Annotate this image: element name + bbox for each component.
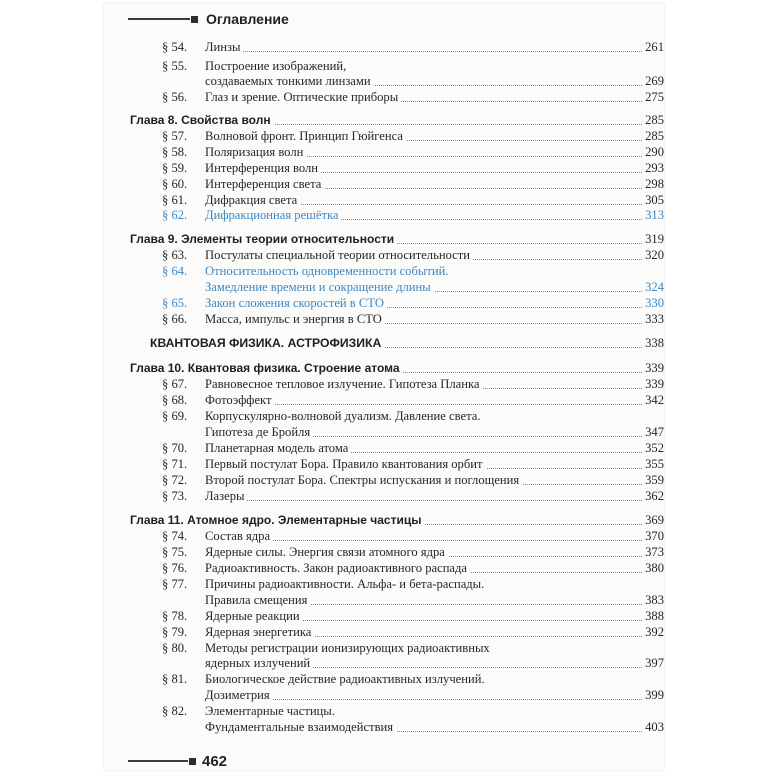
toc-section-title: Методы регистрации ионизирующих радиоактивных (205, 641, 493, 655)
toc-section-number: § 80. (162, 641, 188, 655)
toc-page-number: 290 (642, 145, 664, 160)
toc-section-number: § 60. (162, 177, 188, 191)
toc-entry[interactable] (0, 59, 776, 74)
toc-entry[interactable] (0, 641, 776, 656)
toc-section-title: ядерных излучений (205, 656, 313, 670)
toc-heading-text: Глава 11. Атомное ядро. Элементарные частицы (130, 513, 425, 527)
toc-part-heading[interactable] (150, 336, 664, 351)
footer-rule (128, 760, 188, 762)
toc-entry[interactable] (0, 441, 776, 456)
toc-heading-text: Глава 10. Квантовая физика. Строение атома (130, 361, 403, 375)
toc-section-number: § 67. (162, 377, 188, 391)
toc-chapter-heading[interactable] (130, 232, 664, 247)
toc-section-number: § 55. (162, 59, 188, 73)
toc-entry[interactable] (0, 208, 776, 223)
toc-section-number: § 72. (162, 473, 188, 487)
toc-section-number: § 69. (162, 409, 188, 423)
toc-page-number: 362 (642, 489, 664, 504)
toc-entry[interactable] (0, 312, 776, 327)
toc-entry[interactable] (0, 529, 776, 544)
toc-entry[interactable] (0, 145, 776, 160)
toc-section-title: Замедление времени и сокращение длины (205, 280, 434, 294)
toc-page-number: 383 (642, 593, 664, 608)
toc-section-title: Гипотеза де Бройля (205, 425, 313, 439)
toc-page-number: 338 (642, 336, 664, 351)
toc-chapter-heading[interactable] (130, 361, 664, 376)
toc-section-number: § 58. (162, 145, 188, 159)
toc-section-title: Состав ядра (205, 529, 273, 543)
toc-entry[interactable] (0, 473, 776, 488)
toc-entry[interactable] (0, 90, 776, 105)
toc-entry-continuation[interactable] (0, 280, 776, 295)
toc-section-title: Причины радиоактивности. Альфа- и бета-распады. (205, 577, 487, 591)
toc-section-title: Дозиметрия (205, 688, 273, 702)
toc-section-title: Лазеры (205, 489, 247, 503)
toc-section-title: Равновесное тепловое излучение. Гипотеза Планка (205, 377, 483, 391)
toc-section-number: § 61. (162, 193, 188, 207)
toc-entry-continuation[interactable] (0, 425, 776, 440)
toc-section-title: Радиоактивность. Закон радиоактивного распада (205, 561, 470, 575)
toc-entry-continuation[interactable] (0, 656, 776, 671)
toc-section-title: Ядерные реакции (205, 609, 303, 623)
toc-heading-text: КВАНТОВАЯ ФИЗИКА. АСТРОФИЗИКА (150, 336, 384, 350)
toc-page-number: 285 (642, 129, 664, 144)
toc-section-title: Построение изображений, (205, 59, 349, 73)
toc-entry-continuation[interactable] (0, 720, 776, 735)
toc-section-title: Постулаты специальной теории относительности (205, 248, 473, 262)
toc-section-number: § 57. (162, 129, 188, 143)
header-title: Оглавление (206, 11, 289, 27)
toc-page-number: 403 (642, 720, 664, 735)
toc-entry[interactable] (0, 609, 776, 624)
toc-entry[interactable] (0, 577, 776, 592)
toc-section-number: § 65. (162, 296, 188, 310)
toc-page-number: 380 (642, 561, 664, 576)
toc-page-number: 355 (642, 457, 664, 472)
toc-section-number: § 73. (162, 489, 188, 503)
toc-page-number: 319 (642, 232, 664, 247)
toc-entry[interactable] (0, 377, 776, 392)
toc-section-number: § 71. (162, 457, 188, 471)
toc-page-number: 333 (642, 312, 664, 327)
page-number: 462 (202, 752, 228, 770)
toc-page-number: 298 (642, 177, 664, 192)
toc-section-title: Фундаментальные взаимодействия (205, 720, 396, 734)
toc-section-title: Волновой фронт. Принцип Гюйгенса (205, 129, 406, 143)
toc-section-number: § 81. (162, 672, 188, 686)
toc-entry[interactable] (0, 625, 776, 640)
dot-leader (205, 500, 664, 501)
toc-section-title: Фотоэффект (205, 393, 275, 407)
toc-entry-continuation[interactable] (0, 688, 776, 703)
toc-page-number: 261 (642, 40, 664, 55)
toc-entry[interactable] (0, 409, 776, 424)
dot-leader (205, 699, 664, 700)
toc-page-number: 392 (642, 625, 664, 640)
toc-page-number: 313 (642, 208, 664, 223)
toc-page-number: 320 (642, 248, 664, 263)
toc-page-number: 324 (642, 280, 664, 295)
toc-section-title: создаваемых тонкими линзами (205, 74, 374, 88)
toc-entry-continuation[interactable] (0, 74, 776, 89)
toc-section-number: § 68. (162, 393, 188, 407)
toc-section-title: Поляризация волн (205, 145, 306, 159)
toc-section-title: Дифракционная решётка (205, 208, 341, 222)
page-footer (128, 751, 227, 771)
toc-page-number: 370 (642, 529, 664, 544)
toc-section-number: § 78. (162, 609, 188, 623)
toc-section-number: § 62. (162, 208, 188, 222)
toc-section-title: Ядерная энергетика (205, 625, 314, 639)
toc-page-number: 369 (642, 513, 664, 528)
toc-section-title: Закон сложения скоростей в СТО (205, 296, 387, 310)
toc-entry[interactable] (0, 40, 776, 55)
toc-page-number: 293 (642, 161, 664, 176)
toc-section-title: Интерференция света (205, 177, 324, 191)
dot-leader (205, 540, 664, 541)
toc-section-title: Масса, импульс и энергия в СТО (205, 312, 385, 326)
toc-page-number: 373 (642, 545, 664, 560)
toc-section-number: § 66. (162, 312, 188, 326)
toc-page-number: 397 (642, 656, 664, 671)
toc-section-title: Биологическое действие радиоактивных излучений. (205, 672, 488, 686)
toc-section-number: § 79. (162, 625, 188, 639)
toc-section-title: Относительность одновременности событий. (205, 264, 451, 278)
toc-section-number: § 77. (162, 577, 188, 591)
toc-page-number: 339 (642, 361, 664, 376)
toc-page-number: 339 (642, 377, 664, 392)
toc-page-number: 305 (642, 193, 664, 208)
toc-section-title: Второй постулат Бора. Спектры испускания и поглощения (205, 473, 522, 487)
dot-leader (205, 51, 664, 52)
toc-entry[interactable] (0, 248, 776, 263)
toc-entry[interactable] (0, 177, 776, 192)
toc-section-title: Интерференция волн (205, 161, 321, 175)
toc-chapter-heading[interactable] (130, 513, 664, 528)
toc-page-number: 285 (642, 113, 664, 128)
toc-section-title: Правила смещения (205, 593, 310, 607)
toc-entry[interactable] (0, 561, 776, 576)
toc-page-number: 399 (642, 688, 664, 703)
toc-section-title: Ядерные силы. Энергия связи атомного ядра (205, 545, 448, 559)
toc-entry[interactable] (0, 296, 776, 311)
toc-section-title: Глаз и зрение. Оптические приборы (205, 90, 401, 104)
toc-entry[interactable] (0, 672, 776, 687)
toc-section-number: § 82. (162, 704, 188, 718)
toc-section-title: Корпускулярно-волновой дуализм. Давление света. (205, 409, 483, 423)
toc-page-number: 388 (642, 609, 664, 624)
toc-section-number: § 76. (162, 561, 188, 575)
toc-entry[interactable] (0, 393, 776, 408)
toc-section-number: § 63. (162, 248, 188, 262)
toc-section-number: § 70. (162, 441, 188, 455)
toc-section-title: Планетарная модель атома (205, 441, 351, 455)
toc-section-number: § 54. (162, 40, 188, 54)
toc-page-number: 330 (642, 296, 664, 311)
toc-entry[interactable] (0, 489, 776, 504)
toc-section-title: Линзы (205, 40, 243, 54)
toc-entry[interactable] (0, 704, 776, 719)
toc-page-number: 347 (642, 425, 664, 440)
toc-entry[interactable] (0, 457, 776, 472)
toc-heading-text: Глава 8. Свойства волн (130, 113, 274, 127)
toc-entry[interactable] (0, 545, 776, 560)
toc-entry[interactable] (0, 264, 776, 279)
toc-page-number: 342 (642, 393, 664, 408)
toc-section-title: Первый постулат Бора. Правило квантования орбит (205, 457, 486, 471)
toc-section-title: Элементарные частицы. (205, 704, 338, 718)
toc-entry[interactable] (0, 161, 776, 176)
toc-section-number: § 74. (162, 529, 188, 543)
toc-page-number: 352 (642, 441, 664, 456)
toc-section-number: § 56. (162, 90, 188, 104)
toc-page-number: 269 (642, 74, 664, 89)
toc-page-number: 275 (642, 90, 664, 105)
toc-entry-continuation[interactable] (0, 593, 776, 608)
toc-page-number: 359 (642, 473, 664, 488)
toc-entry[interactable] (0, 193, 776, 208)
toc-section-number: § 64. (162, 264, 188, 278)
toc-entry[interactable] (0, 129, 776, 144)
toc-chapter-heading[interactable] (130, 113, 664, 128)
footer-square-marker (189, 758, 196, 765)
toc-section-number: § 75. (162, 545, 188, 559)
toc-heading-text: Глава 9. Элементы теории относительности (130, 232, 397, 246)
toc-section-number: § 59. (162, 161, 188, 175)
toc-section-title: Дифракция света (205, 193, 300, 207)
